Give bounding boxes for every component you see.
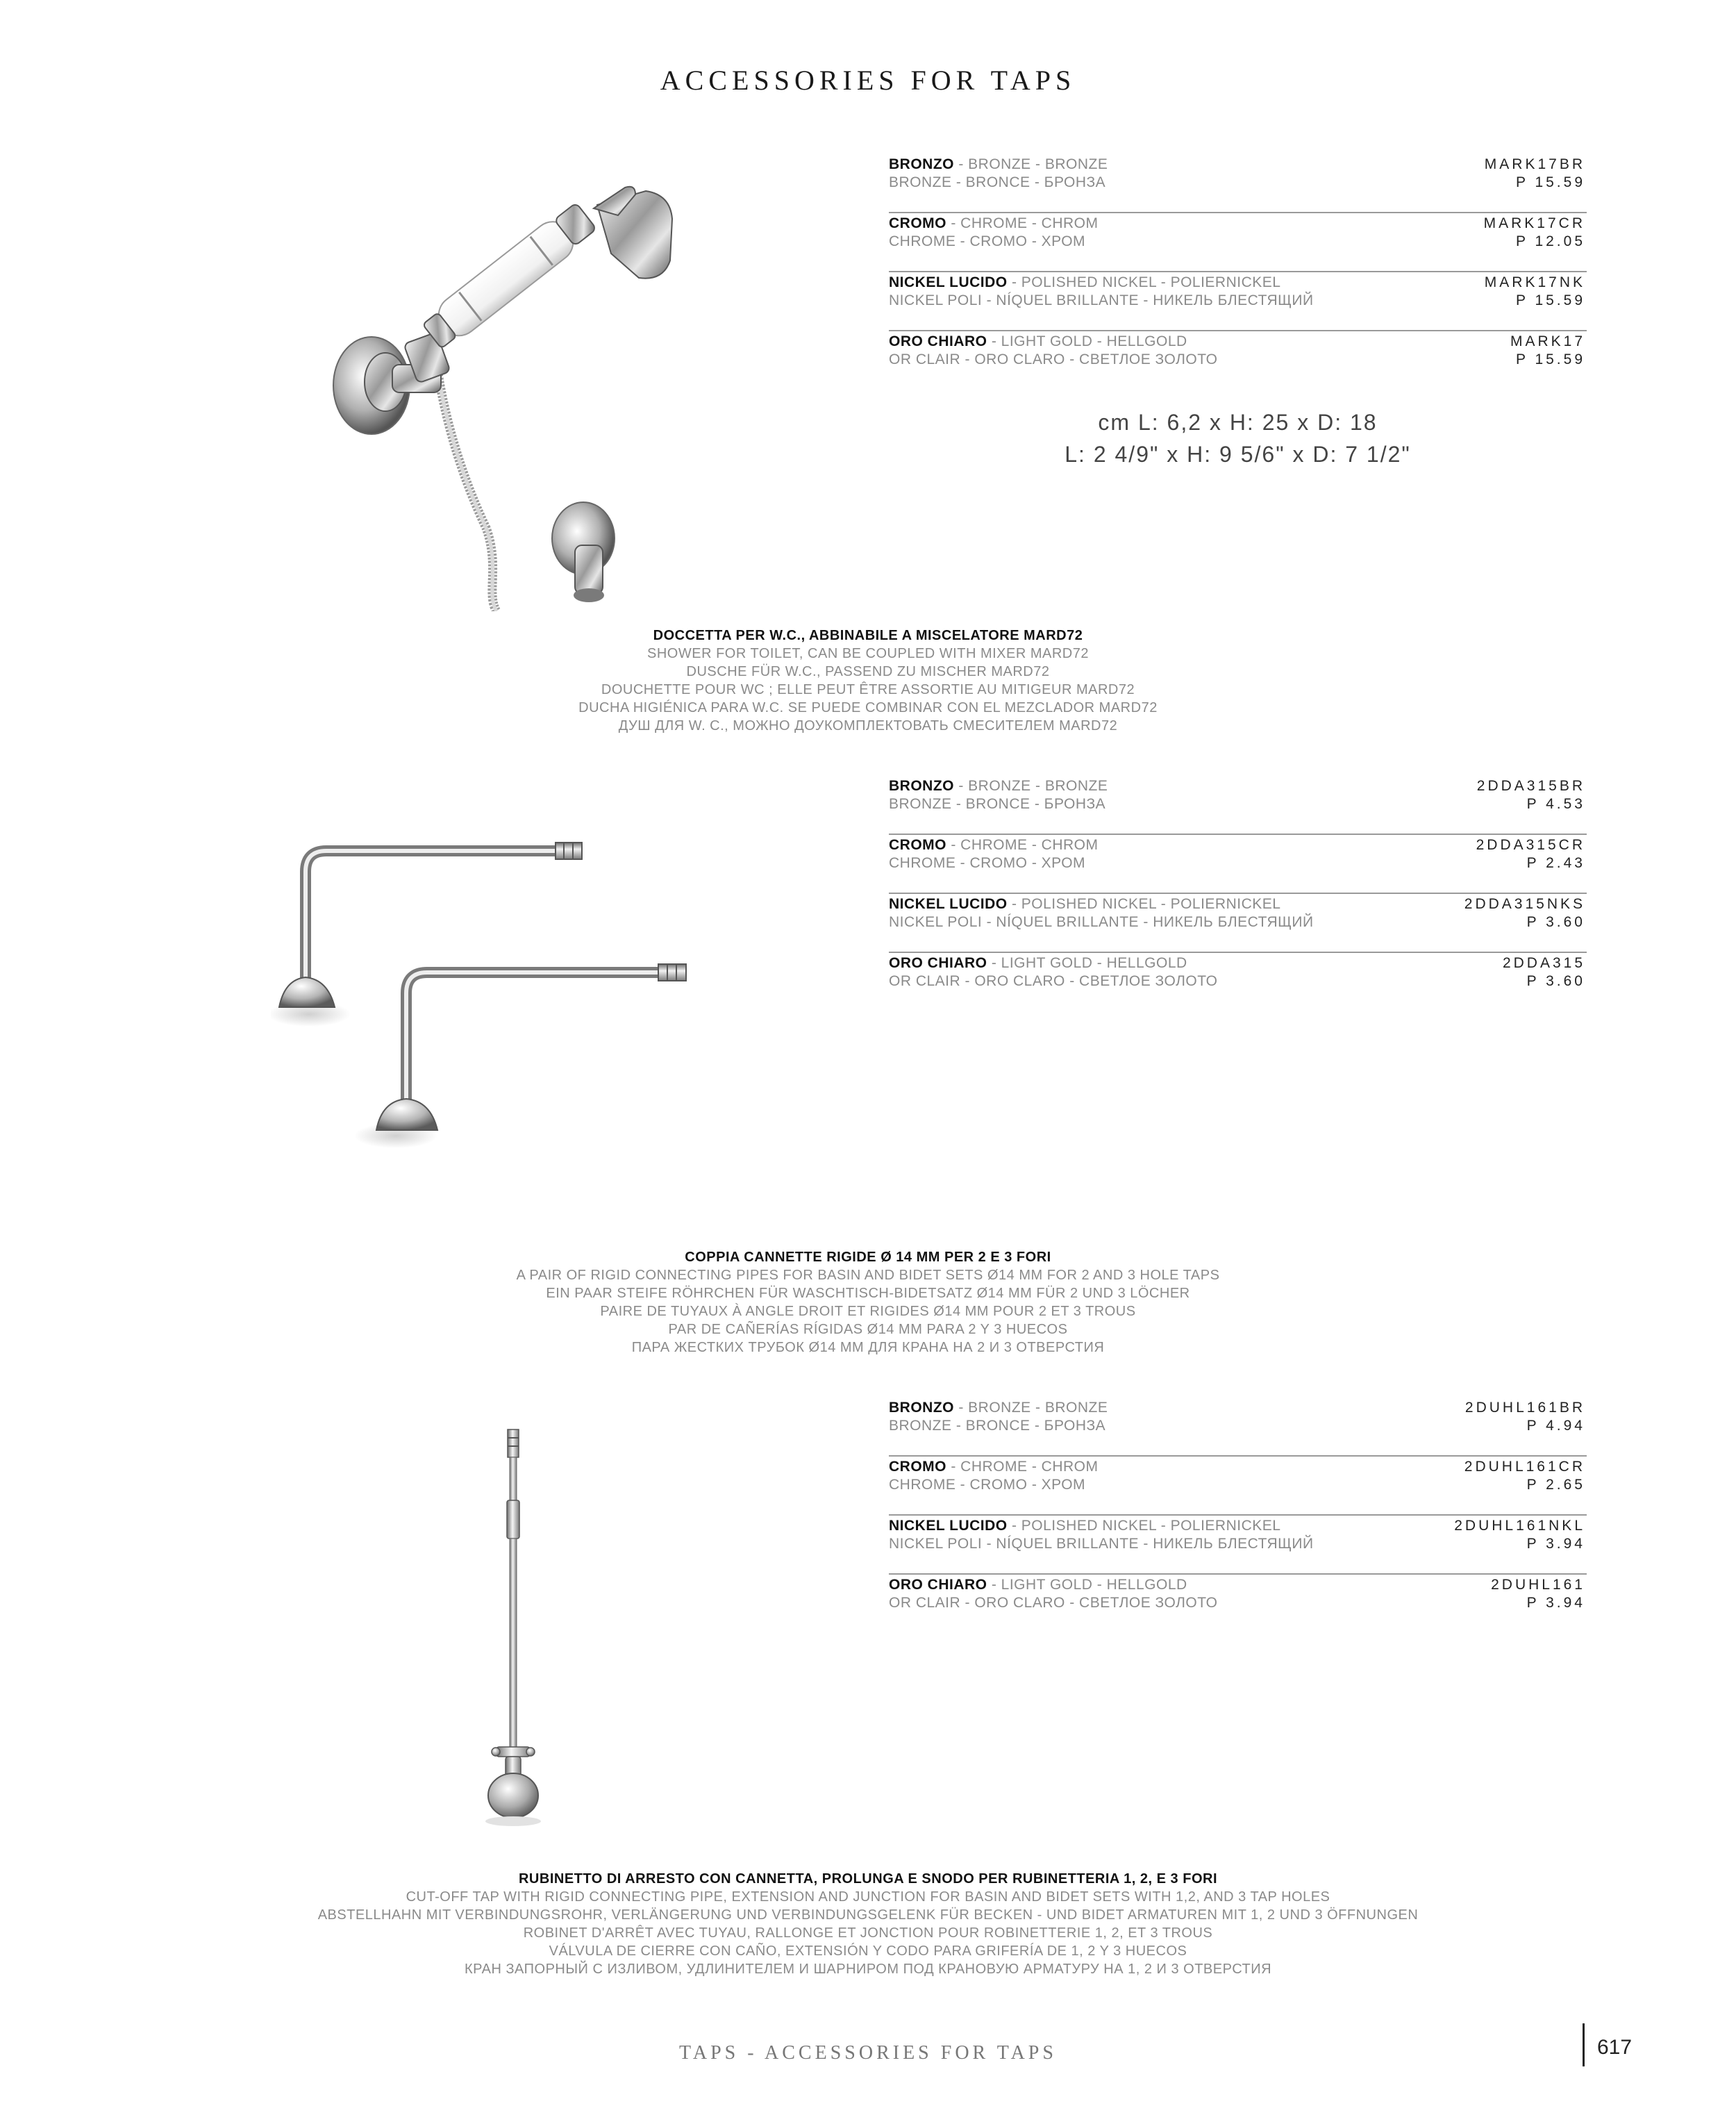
- variants-table-mark17: [889, 154, 1587, 390]
- product-code: 2DUHL161: [1491, 1577, 1585, 1593]
- finish-label: CROMO: [889, 215, 946, 231]
- description-title: COPPIA CANNETTE RIGIDE Ø 14 MM PER 2 E 3 FORI: [685, 1250, 1051, 1265]
- product-price: P 3.60: [1526, 973, 1585, 989]
- finish-label: NICKEL LUCIDO: [889, 274, 1008, 290]
- product-price: P 4.53: [1526, 796, 1585, 812]
- hand-shower-image: [319, 177, 750, 611]
- finish-label: BRONZO: [889, 1400, 954, 1416]
- finish-label: BRONZO: [889, 778, 954, 794]
- page-title: ACCESSORIES FOR TAPS: [660, 65, 1076, 96]
- product-description-2duhl161: RUBINETTO DI ARRESTO CON CANNETTA, PROLUNGA E SNODO PER RUBINETTERIA 1, 2, E 3 FORI CUT-OFF TAP WITH RIGID CONNECTING PIPE, EXTENSION AND JUNCTION FOR BASIN AND BIDET SETS WITH 1,2, AND 3 TAP HOLES ABSTELLHAHN MIT VERBINDUNGSROHR, VERLÄNGERUNG UND VERBINDUNGSGELENK FÜR BECKEN - UND BIDET ARMATUREN MIT 1, 2 UND 3 ÖFFNUNGEN ROBINET D'ARRÊT AVEC TUYAU, RALLONGE ET JONCTION POUR ROBINETTERIE 1, 2, ET 3 TROUS VÁLVULA DE CIERRE CON CAÑO, EXTENSIÓN Y CODO PARA GRIFERÍA DE 1, 2 Y 3 HUECOS КРАН ЗАПОРНЫЙ С ИЗЛИВОМ, УДЛИНИТЕЛЕМ И ШАРНИРОМ ПОД КРАНОВУЮ АРМАТУРУ НА 1, 2 И 3 ОТВЕРСТИЯ: [0, 1870, 1736, 1978]
- finish-label: BRONZO: [889, 156, 954, 172]
- variant-row-bronze[interactable]: BRONZO - BRONZE - BRONZE BRONZE - BRONCE - БРОНЗА 2DDA315BR P 4.53: [889, 776, 1587, 835]
- product-code: 2DDA315CR: [1476, 837, 1585, 853]
- product-price: P 2.65: [1526, 1477, 1585, 1493]
- finish-label: ORO CHIARO: [889, 955, 987, 971]
- variant-row-bronze[interactable]: BRONZO - BRONZE - BRONZE BRONZE - BRONCE - БРОНЗА 2DUHL161BR P 4.94: [889, 1398, 1587, 1457]
- product-code: 2DUHL161NKL: [1454, 1518, 1585, 1534]
- product-code: 2DUHL161BR: [1464, 1400, 1585, 1416]
- dimensions-inch: L: 2 4/9" x H: 9 5/6" x D: 7 1/2": [1065, 442, 1411, 467]
- page-number-divider: [1583, 2023, 1585, 2066]
- product-code: MARK17: [1510, 333, 1585, 349]
- variant-row-light-gold[interactable]: ORO CHIARO - LIGHT GOLD - HELLGOLD OR CLAIR - ORO CLARO - СВЕТЛОЕ ЗОЛОТО 2DUHL161 P 3.94: [889, 1577, 1585, 1611]
- product-description-2dda315: COPPIA CANNETTE RIGIDE Ø 14 MM PER 2 E 3 FORI A PAIR OF RIGID CONNECTING PIPES FOR BASIN AND BIDET SETS Ø14 MM FOR 2 AND 3 HOLE TAPS EIN PAAR STEIFE RÖHRCHEN FÜR WASCHTISCH-BIDETSATZ Ø14 MM FÜR 2 UND 3 LÖCHER PAIRE DE TUYAUX À ANGLE DROIT ET RIGIDES Ø14 MM POUR 2 ET 3 TROUS PAR DE CAÑERÍAS RÍGIDAS Ø14 MM PARA 2 Y 3 HUECOS ПАРА ЖЕСТКИХ ТРУБОК Ø14 ММ ДЛЯ КРАНА НА 2 И 3 ОТВЕРСТИЯ: [0, 1248, 1736, 1357]
- footer-section-title: TAPS - ACCESSORIES FOR TAPS: [679, 2042, 1057, 2064]
- variant-row-light-gold[interactable]: ORO CHIARO - LIGHT GOLD - HELLGOLD OR CLAIR - ORO CLARO - СВЕТЛОЕ ЗОЛОТО 2DDA315 P 3.60: [889, 955, 1585, 989]
- finish-label: ORO CHIARO: [889, 333, 987, 349]
- finish-label: CROMO: [889, 837, 946, 853]
- product-code: 2DDA315NKS: [1464, 896, 1585, 912]
- variant-row-light-gold[interactable]: ORO CHIARO - LIGHT GOLD - HELLGOLD OR CLAIR - ORO CLARO - СВЕТЛОЕ ЗОЛОТО MARK17 P 15.59: [889, 333, 1585, 367]
- product-code: MARK17CR: [1483, 215, 1585, 231]
- product-price: P 3.60: [1526, 914, 1585, 930]
- variants-table-2dda315: [889, 776, 1587, 1012]
- rigid-pipes-image: [271, 830, 722, 1181]
- finish-label: ORO CHIARO: [889, 1577, 987, 1593]
- product-code: MARK17BR: [1484, 156, 1585, 172]
- product-price: P 15.59: [1515, 174, 1585, 190]
- description-title: RUBINETTO DI ARRESTO CON CANNETTA, PROLUNGA E SNODO PER RUBINETTERIA 1, 2, E 3 FORI: [518, 1871, 1218, 1887]
- variant-row-nickel[interactable]: NICKEL LUCIDO - POLISHED NICKEL - POLIERNICKEL NICKEL POLI - NÍQUEL BRILLANTE - НИКЕЛЬ БЛЕСТЯЩИЙ 2DDA315NKS P 3.60: [889, 894, 1587, 953]
- dimensions-cm: cm L: 6,2 x H: 25 x D: 18: [1098, 410, 1378, 435]
- variant-row-bronze[interactable]: BRONZO - BRONZE - BRONZE BRONZE - BRONCE - БРОНЗА MARK17BR P 15.59: [889, 154, 1587, 213]
- product-price: P 15.59: [1515, 292, 1585, 308]
- product-code: MARK17NK: [1484, 274, 1585, 290]
- variant-row-chrome[interactable]: CROMO - CHROME - CHROM CHROME - CROMO - ХРОМ MARK17CR P 12.05: [889, 213, 1587, 272]
- variants-table-2duhl161: [889, 1398, 1587, 1634]
- product-description-mark17: DOCCETTA PER W.C., ABBINABILE A MISCELATORE MARD72 SHOWER FOR TOILET, CAN BE COUPLED WITH MIXER MARD72 DUSCHE FÜR W.C., PASSEND ZU MISCHER MARD72 DOUCHETTE POUR WC ; ELLE PEUT ÊTRE ASSORTIE AU MITIGEUR MARD72 DUCHA HIGIÉNICA PARA W.C. SE PUEDE COMBINAR CON EL MEZCLADOR MARD72 ДУШ ДЛЯ W. C., МОЖНО ДОУКОМПЛЕКТОВАТЬ СМЕСИТЕЛЕМ MARD72: [0, 627, 1736, 735]
- product-price: P 3.94: [1526, 1595, 1585, 1611]
- variant-row-chrome[interactable]: CROMO - CHROME - CHROM CHROME - CROMO - ХРОМ 2DUHL161CR P 2.65: [889, 1457, 1587, 1516]
- dimensions: [889, 406, 1587, 470]
- product-code: 2DDA315BR: [1476, 778, 1585, 794]
- product-price: P 3.94: [1526, 1536, 1585, 1552]
- product-price: P 15.59: [1515, 351, 1585, 367]
- product-price: P 2.43: [1526, 855, 1585, 871]
- product-code: 2DDA315: [1502, 955, 1585, 971]
- variant-row-nickel[interactable]: NICKEL LUCIDO - POLISHED NICKEL - POLIERNICKEL NICKEL POLI - NÍQUEL BRILLANTE - НИКЕЛЬ БЛЕСТЯЩИЙ MARK17NK P 15.59: [889, 272, 1587, 331]
- page-number: 617: [1597, 2036, 1633, 2059]
- variant-row-nickel[interactable]: NICKEL LUCIDO - POLISHED NICKEL - POLIERNICKEL NICKEL POLI - NÍQUEL BRILLANTE - НИКЕЛЬ БЛЕСТЯЩИЙ 2DUHL161NKL P 3.94: [889, 1516, 1587, 1575]
- description-title: DOCCETTA PER W.C., ABBINABILE A MISCELATORE MARD72: [653, 628, 1083, 643]
- finish-label: NICKEL LUCIDO: [889, 896, 1008, 912]
- variant-row-chrome[interactable]: CROMO - CHROME - CHROM CHROME - CROMO - ХРОМ 2DDA315CR P 2.43: [889, 835, 1587, 894]
- product-code: 2DUHL161CR: [1464, 1459, 1585, 1475]
- finish-label: NICKEL LUCIDO: [889, 1518, 1008, 1534]
- finish-label: CROMO: [889, 1459, 946, 1475]
- product-price: P 12.05: [1515, 233, 1585, 249]
- product-price: P 4.94: [1526, 1418, 1585, 1434]
- cut-off-tap-image: [465, 1424, 562, 1827]
